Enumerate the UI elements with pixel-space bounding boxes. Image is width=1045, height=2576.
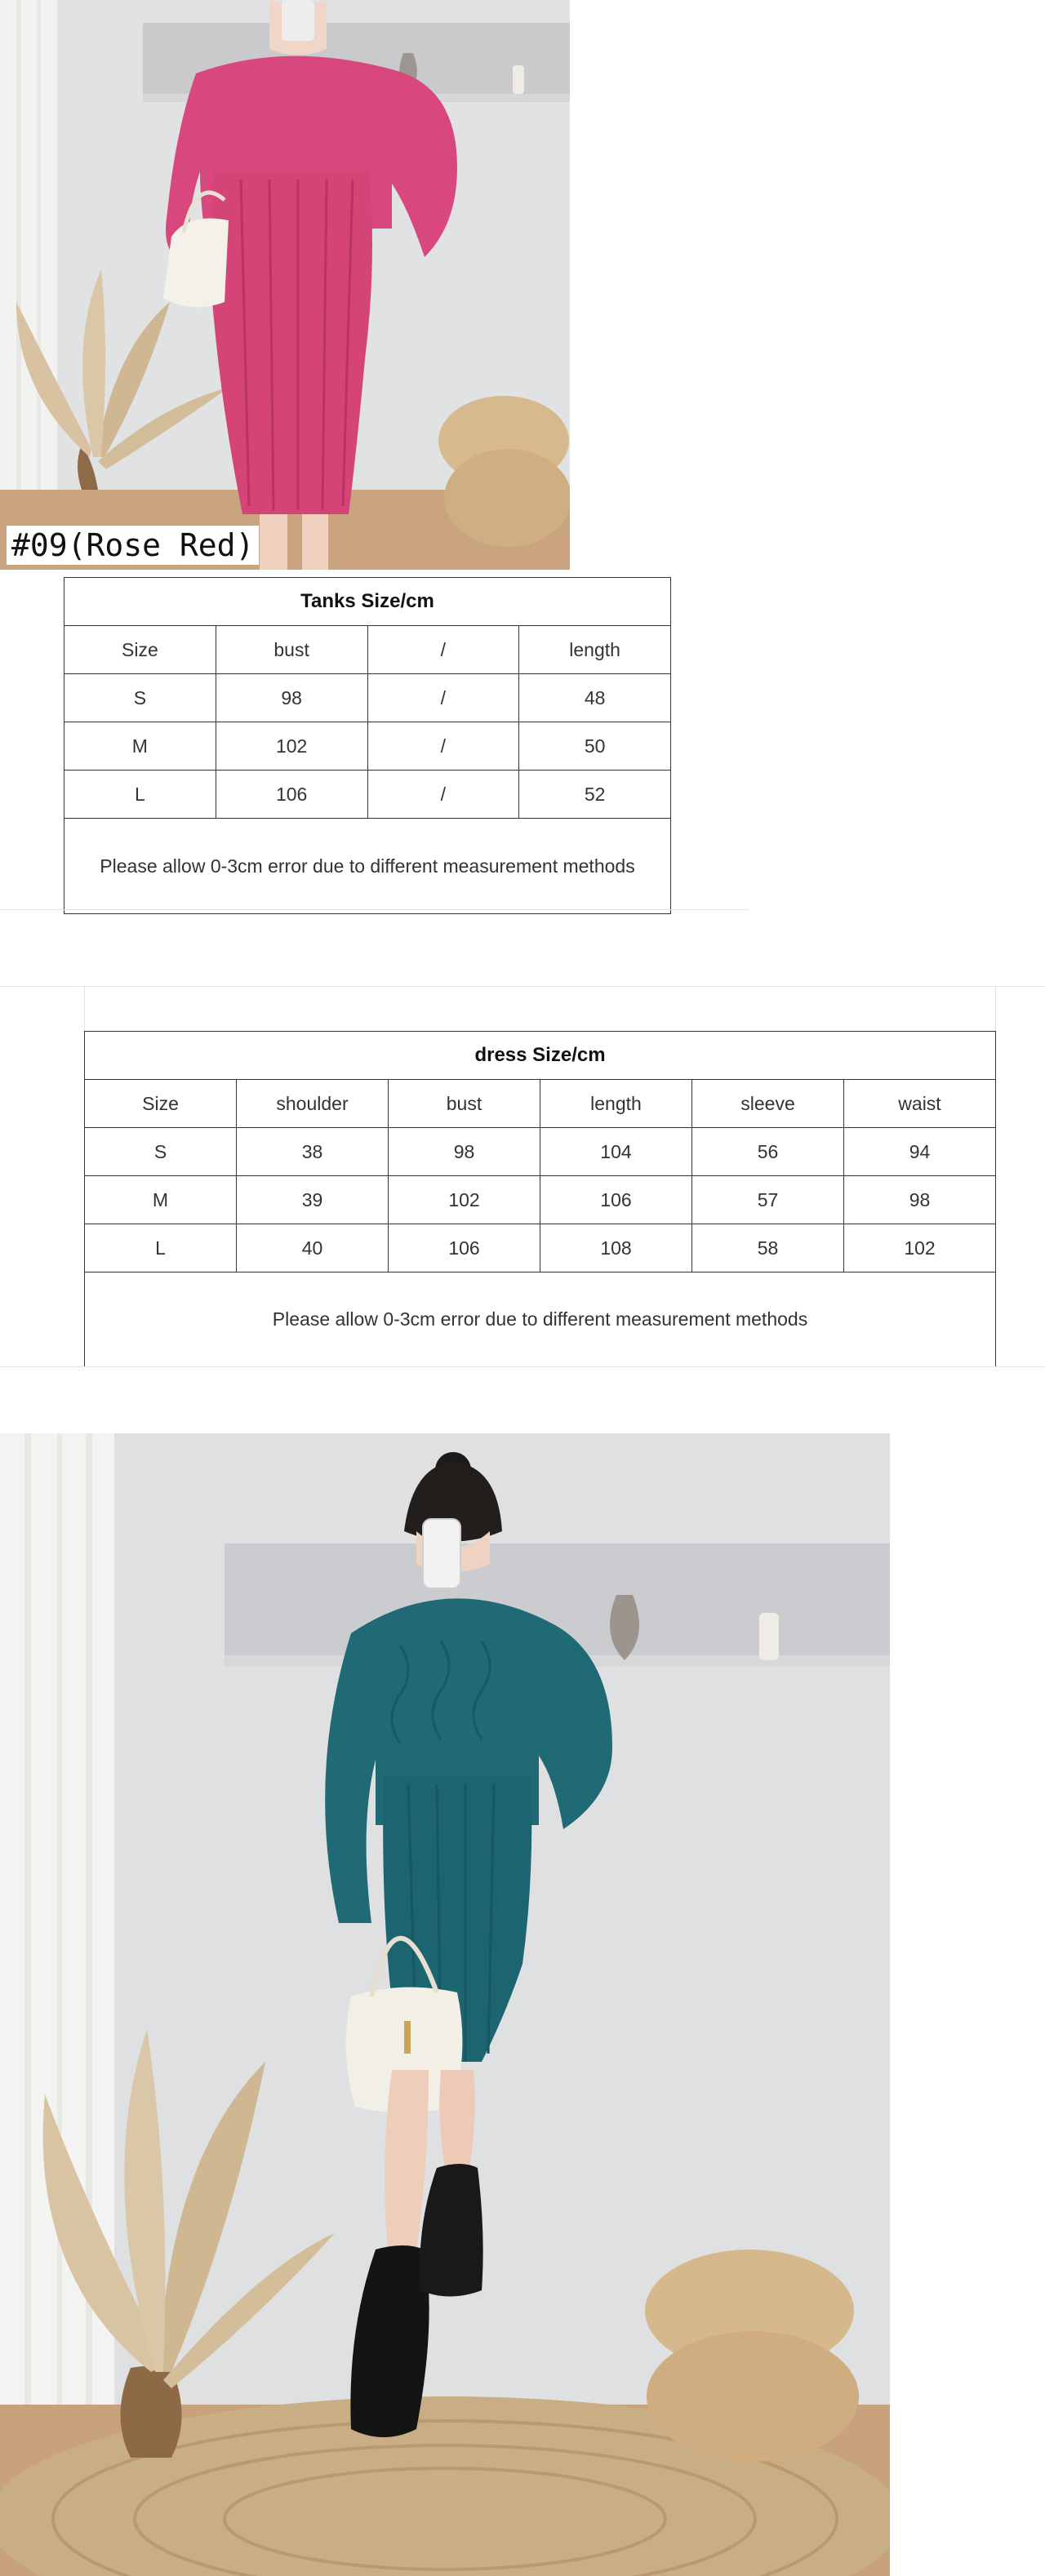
product-photo-rose-red xyxy=(0,0,570,570)
header-cell: bust xyxy=(389,1080,540,1128)
table-cell: 102 xyxy=(389,1176,540,1224)
table-cell: 98 xyxy=(389,1128,540,1176)
table-row xyxy=(64,722,671,771)
measurement-note: Please allow 0-3cm error due to different measurement methods xyxy=(85,1272,996,1367)
table-cell: 48 xyxy=(519,674,671,722)
table-cell: 106 xyxy=(216,771,367,819)
table-title-row xyxy=(64,578,671,626)
header-cell: waist xyxy=(844,1080,996,1128)
table-cell: S xyxy=(85,1128,237,1176)
divider xyxy=(0,1366,1045,1367)
table-cell: / xyxy=(367,722,519,771)
table-cell: 52 xyxy=(519,771,671,819)
table-cell: 56 xyxy=(692,1128,844,1176)
divider xyxy=(0,986,1045,987)
divider xyxy=(0,909,749,910)
header-cell: Size xyxy=(85,1080,237,1128)
header-cell: / xyxy=(367,626,519,674)
table-cell: 39 xyxy=(237,1176,389,1224)
table-row xyxy=(64,674,671,722)
header-cell: Size xyxy=(64,626,216,674)
dress-table-title: dress Size/cm xyxy=(85,1032,996,1080)
table-cell: 50 xyxy=(519,722,671,771)
table-note-row xyxy=(85,1272,996,1367)
table-cell: 102 xyxy=(844,1224,996,1272)
header-cell: length xyxy=(540,1080,692,1128)
table-row xyxy=(85,1128,996,1176)
table-cell: 58 xyxy=(692,1224,844,1272)
table-cell: 38 xyxy=(237,1128,389,1176)
table-header-row xyxy=(85,1080,996,1128)
table-cell: M xyxy=(85,1176,237,1224)
table-cell: 40 xyxy=(237,1224,389,1272)
table-cell: 104 xyxy=(540,1128,692,1176)
header-cell: shoulder xyxy=(237,1080,389,1128)
table-cell: 102 xyxy=(216,722,367,771)
header-cell: bust xyxy=(216,626,367,674)
table-cell: 57 xyxy=(692,1176,844,1224)
measurement-note: Please allow 0-3cm error due to different measurement methods xyxy=(64,819,671,914)
table-row xyxy=(85,1176,996,1224)
header-cell: length xyxy=(519,626,671,674)
table-cell: 108 xyxy=(540,1224,692,1272)
tanks-table-title: Tanks Size/cm xyxy=(64,578,671,626)
dress-size-table xyxy=(84,1031,996,1367)
table-cell: 106 xyxy=(540,1176,692,1224)
table-cell: 98 xyxy=(844,1176,996,1224)
table-header-row xyxy=(64,626,671,674)
table-cell: / xyxy=(367,771,519,819)
variant-label: #09(Rose Red) xyxy=(7,526,259,565)
table-cell: M xyxy=(64,722,216,771)
table-title-row xyxy=(85,1032,996,1080)
table-cell: L xyxy=(85,1224,237,1272)
table-row xyxy=(64,771,671,819)
table-note-row xyxy=(64,819,671,914)
table-cell: 98 xyxy=(216,674,367,722)
table-cell: 94 xyxy=(844,1128,996,1176)
table-cell: / xyxy=(367,674,519,722)
divider xyxy=(84,986,85,1032)
table-cell: S xyxy=(64,674,216,722)
product-photo-teal xyxy=(0,1433,890,2576)
table-row xyxy=(85,1224,996,1272)
table-cell: L xyxy=(64,771,216,819)
tanks-size-table xyxy=(64,577,671,914)
header-cell: sleeve xyxy=(692,1080,844,1128)
divider xyxy=(995,986,996,1032)
table-cell: 106 xyxy=(389,1224,540,1272)
